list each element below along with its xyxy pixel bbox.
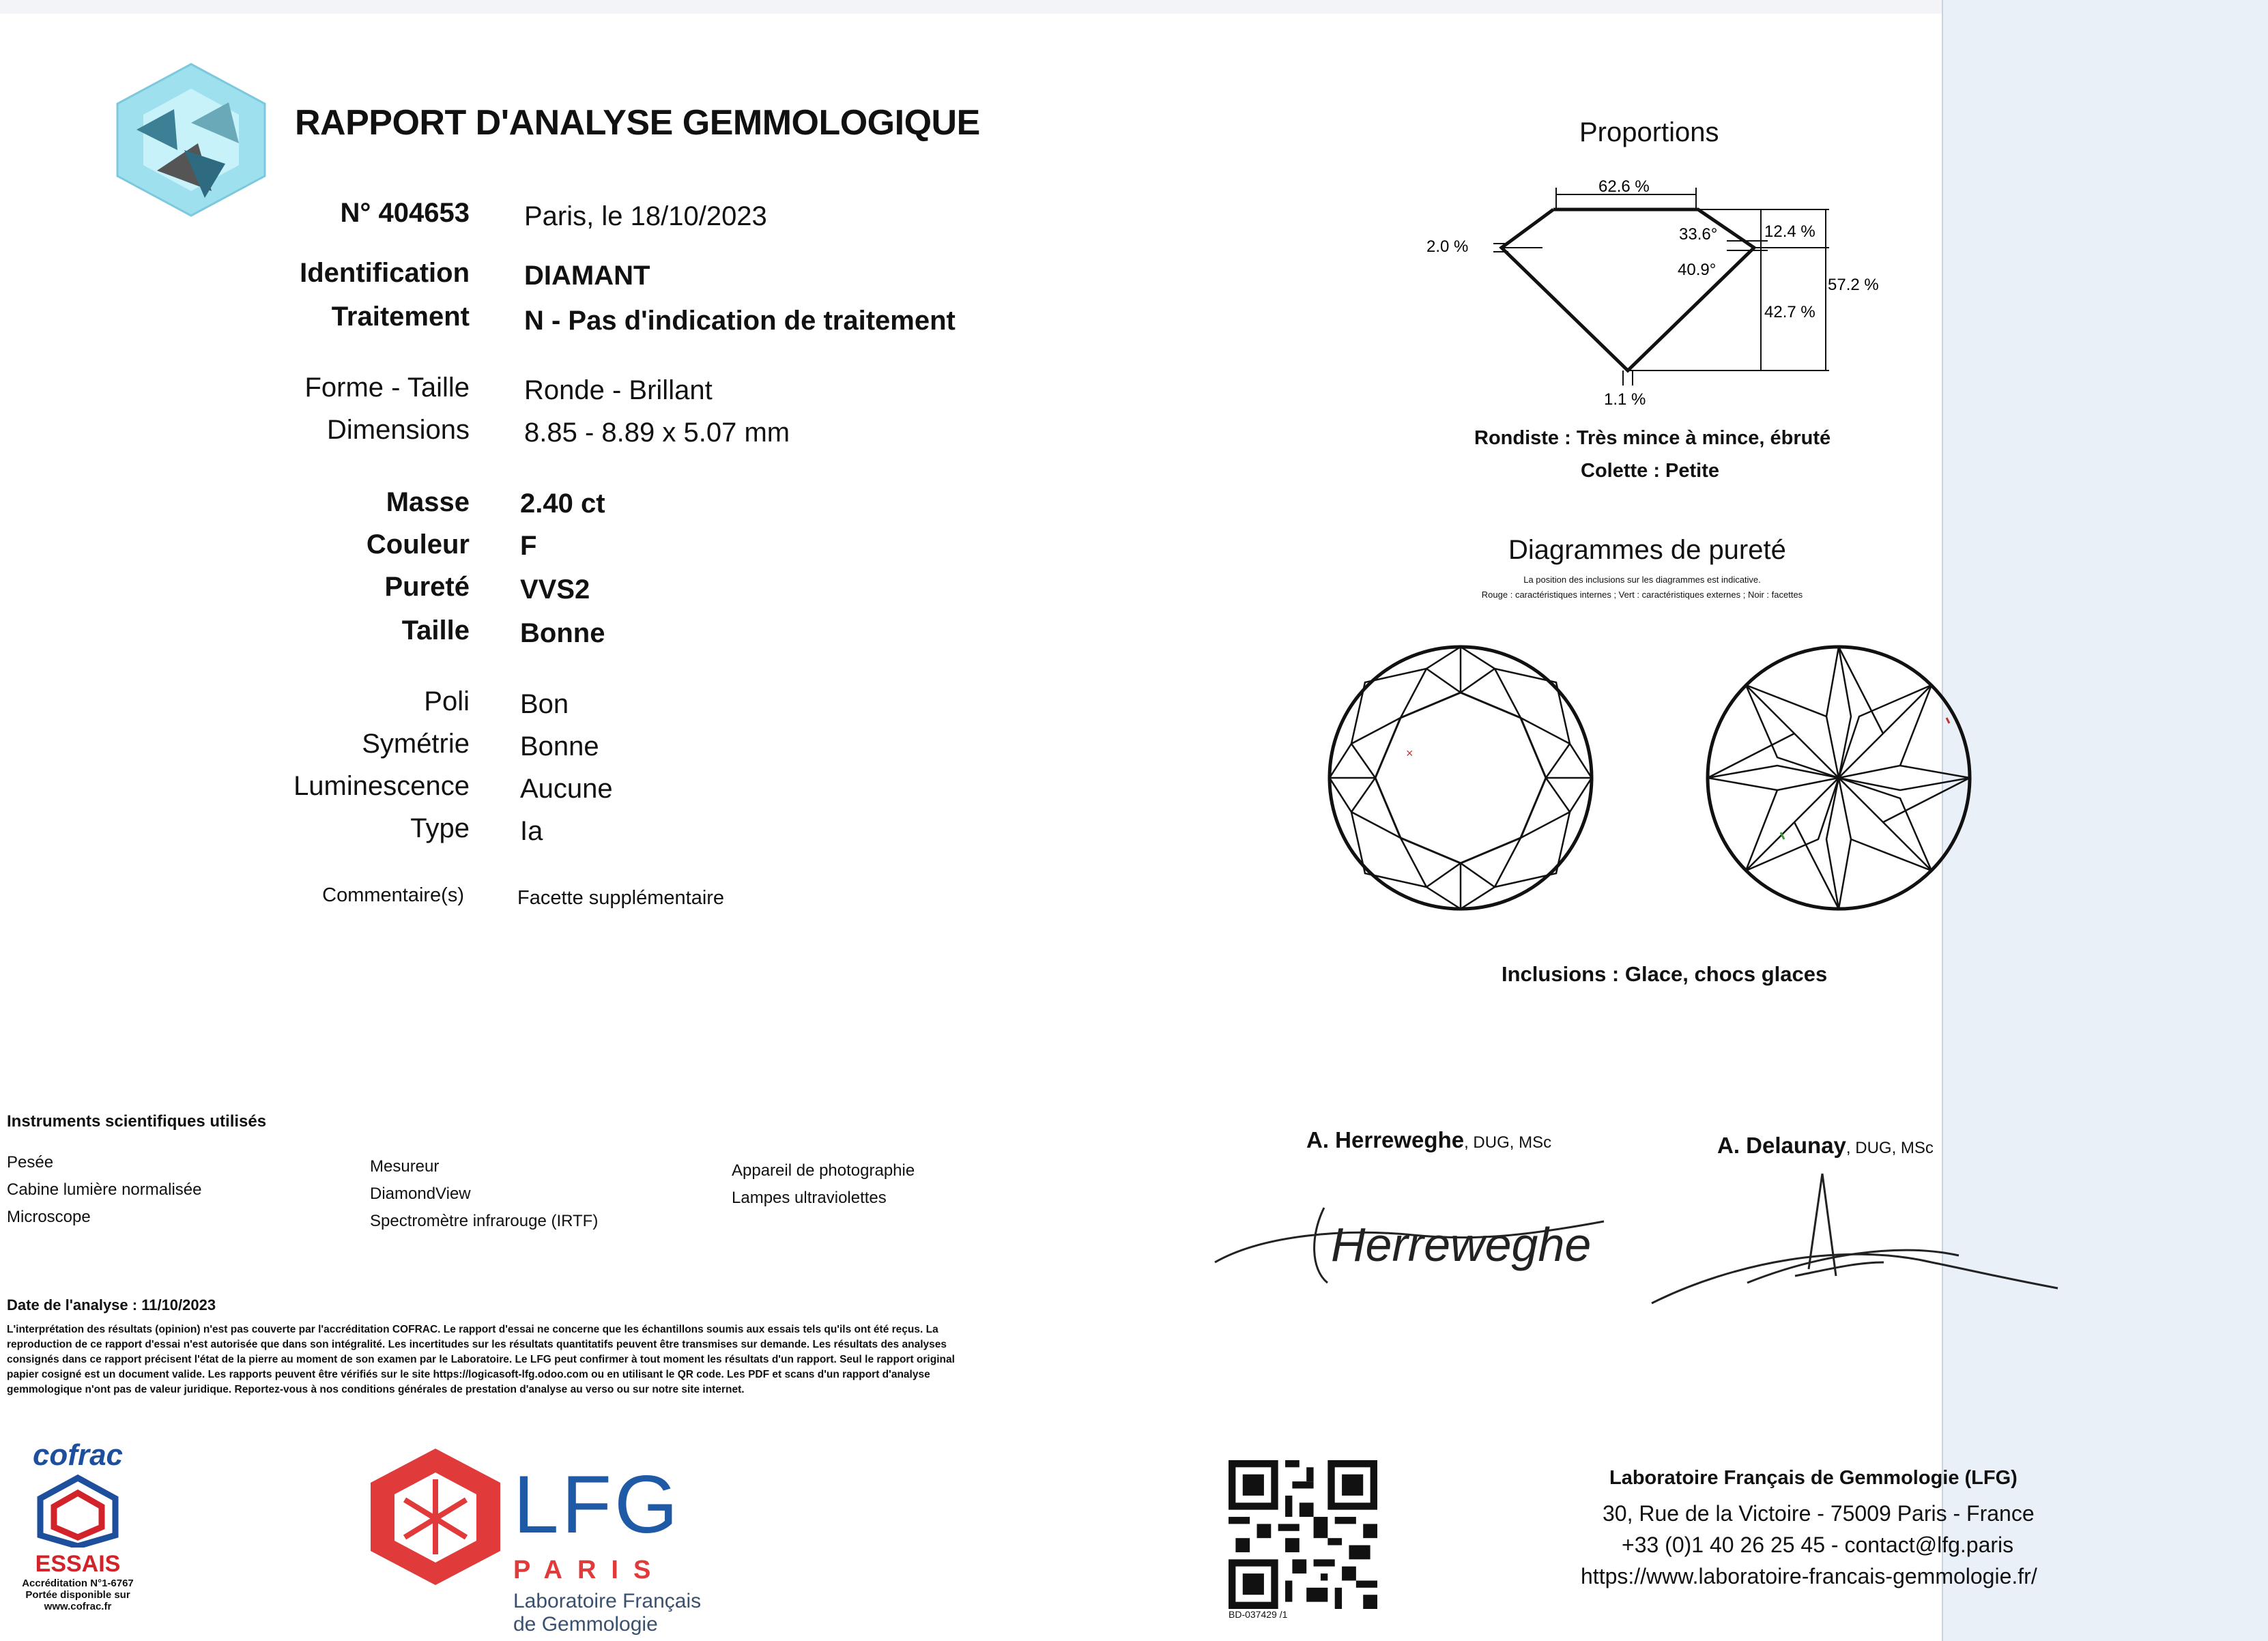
prop-culet: 1.1 % — [1604, 390, 1646, 409]
signatory-1-title: , DUG, MSc — [1464, 1133, 1552, 1152]
value-purete: VVS2 — [520, 575, 590, 605]
signatory-2-title: , DUG, MSc — [1846, 1139, 1934, 1157]
lab-website[interactable]: https://www.laboratoire-francais-gemmologie.fr/ — [1581, 1564, 2037, 1588]
prop-crown-height: 12.4 % — [1764, 222, 1815, 241]
cofrac-logo — [10, 1438, 146, 1612]
instrument-item: Pesée — [7, 1153, 54, 1172]
instruments-title: Instruments scientifiques utilisés — [7, 1112, 267, 1131]
disclaimer-line: consignés dans ce rapport précisent l'état de la pierre au moment de son examen par le Laboratoire. Le LFG peut confirmer à tout moment les résultats d'un rapport. Seul le rapport original — [7, 1354, 955, 1365]
instrument-item: Appareil de photographie — [732, 1161, 915, 1180]
instrument-item: DiamondView — [370, 1185, 471, 1203]
label-traitement: Traitement — [331, 302, 470, 332]
disclaimer-line: gemmologique n'ont pas de valeur juridique. Reportez-vous à nos conditions générales de prestation d'analyse au verso ou sur notre site internet. — [7, 1384, 745, 1395]
qr-reference: BD-037429 /1 — [1229, 1609, 1288, 1620]
document-backing-strip — [1942, 0, 2268, 1641]
value-dimensions: 8.85 - 8.89 x 5.07 mm — [524, 418, 790, 448]
label-couleur: Couleur — [366, 529, 470, 560]
value-forme: Ronde - Brillant — [524, 375, 713, 405]
prop-crown-angle: 33.6° — [1679, 225, 1718, 244]
value-symetrie: Bonne — [520, 731, 599, 761]
hologram-seal — [109, 61, 273, 218]
label-symetrie: Symétrie — [362, 729, 470, 759]
value-identification: DIAMANT — [524, 261, 650, 291]
cofrac-essais: ESSAIS — [35, 1551, 121, 1577]
prop-total-depth: 57.2 % — [1828, 276, 1879, 294]
label-identification: Identification — [300, 258, 470, 288]
value-poli: Bon — [520, 689, 569, 719]
crown-diagram — [1324, 641, 1597, 914]
label-luminescence: Luminescence — [293, 771, 470, 801]
rondiste: Rondiste : Très mince à mince, ébruté — [1474, 427, 1831, 449]
prop-pavilion-angle: 40.9° — [1678, 261, 1717, 279]
disclaimer-line: reproduction de ce rapport d'essai n'est autorisée que dans son intégralité. Les incertitudes sur les résultats quantitatifs peuvent être transmises sur demande. Les résultats des analyses — [7, 1339, 947, 1350]
proportions-diagram — [1420, 174, 1897, 420]
analysis-date: Date de l'analyse : 11/10/2023 — [7, 1296, 216, 1313]
instrument-item: Cabine lumière normalisée — [7, 1180, 202, 1199]
instrument-item: Microscope — [7, 1208, 91, 1226]
lab-name: Laboratoire Français de Gemmologie (LFG) — [1609, 1467, 2018, 1489]
value-luminescence: Aucune — [520, 774, 613, 804]
instruments-col2 — [370, 1153, 598, 1235]
colette: Colette : Petite — [1581, 460, 1720, 482]
cofrac-accreditation: Accréditation N°1-6767 — [22, 1578, 134, 1589]
signatory-2 — [1717, 1133, 1934, 1159]
proportions-title: Proportions — [1579, 117, 1719, 147]
place-date: Paris, le 18/10/2023 — [524, 201, 767, 231]
label-taille: Taille — [401, 615, 470, 645]
disclaimer-text — [7, 1322, 1058, 1397]
lfg-city: PARIS — [513, 1556, 666, 1584]
signature-herreweghe — [1208, 1180, 1618, 1296]
instruments-col3 — [732, 1157, 915, 1212]
label-forme: Forme - Taille — [304, 373, 470, 403]
prop-table: 62.6 % — [1598, 177, 1650, 196]
lfg-letters: LFG — [513, 1459, 681, 1550]
signatory-1-name: A. Herreweghe — [1306, 1127, 1465, 1152]
label-masse: Masse — [386, 487, 470, 517]
svg-text:×: × — [1406, 746, 1413, 760]
report-number: N° 404653 — [340, 198, 470, 228]
value-commentaire: Facette supplémentaire — [517, 887, 725, 909]
lab-address: 30, Rue de la Victoire - 75009 Paris - France — [1603, 1501, 2035, 1526]
scan-top-edge — [0, 0, 2268, 14]
purity-title: Diagrammes de pureté — [1508, 535, 1786, 565]
cofrac-hexagon-icon — [27, 1472, 129, 1548]
instrument-item: Lampes ultraviolettes — [732, 1189, 887, 1207]
lab-contact: +33 (0)1 40 26 25 45 - contact@lfg.paris — [1622, 1533, 2014, 1557]
prop-pavilion-depth: 42.7 % — [1764, 303, 1815, 321]
label-type: Type — [410, 813, 470, 843]
cofrac-site: www.cofrac.fr — [44, 1601, 112, 1612]
signature-delaunay — [1638, 1160, 2061, 1317]
pavilion-diagram — [1702, 641, 1975, 914]
value-type: Ia — [520, 816, 543, 846]
label-poli: Poli — [424, 686, 470, 716]
signature-herreweghe-script: Herreweghe — [1331, 1218, 1592, 1271]
qr-code[interactable] — [1229, 1460, 1377, 1609]
value-masse: 2.40 ct — [520, 489, 605, 519]
lfg-line-1: Laboratoire Français — [513, 1590, 702, 1612]
lfg-gem-icon — [367, 1445, 504, 1588]
value-traitement: N - Pas d'indication de traitement — [524, 306, 956, 336]
disclaimer-line: papier cosigné est un document valide. Les rapports peuvent être vérifiés sur le site https://logicasoft-lfg.odoo.com ou en utilisant le QR code. Les PDF et scans d'un rapport d'analyse — [7, 1369, 930, 1380]
signatory-2-name: A. Delaunay — [1717, 1133, 1846, 1158]
report-title: RAPPORT D'ANALYSE GEMMOLOGIQUE — [295, 103, 980, 143]
purity-note-2: Rouge : caractéristiques internes ; Vert : caractéristiques externes ; Noir : facettes — [1481, 590, 1803, 600]
value-couleur: F — [520, 531, 537, 561]
cofrac-brand: cofrac — [32, 1438, 124, 1472]
signatory-1 — [1306, 1127, 1551, 1153]
value-taille: Bonne — [520, 618, 605, 648]
instrument-item: Spectromètre infrarouge (IRTF) — [370, 1212, 599, 1230]
disclaimer-line: L'interprétation des résultats (opinion) n'est pas couverte par l'accréditation COFRAC. Le rapport d'essai ne concerne que les échantillons soumis aux essais tels qu'ils ont été reçus. La — [7, 1324, 938, 1335]
inclusions: Inclusions : Glace, chocs glaces — [1502, 962, 1828, 986]
label-purete: Pureté — [384, 572, 470, 602]
prop-girdle: 2.0 % — [1426, 237, 1469, 256]
instruments-col1 — [7, 1149, 201, 1231]
purity-note-1: La position des inclusions sur les diagrammes est indicative. — [1523, 575, 1761, 585]
label-dimensions: Dimensions — [327, 415, 470, 445]
label-commentaire: Commentaire(s) — [322, 884, 464, 906]
cofrac-portee: Portée disponible sur — [25, 1589, 130, 1601]
instrument-item: Mesureur — [370, 1157, 440, 1176]
lfg-line-2: de Gemmologie — [513, 1613, 658, 1636]
